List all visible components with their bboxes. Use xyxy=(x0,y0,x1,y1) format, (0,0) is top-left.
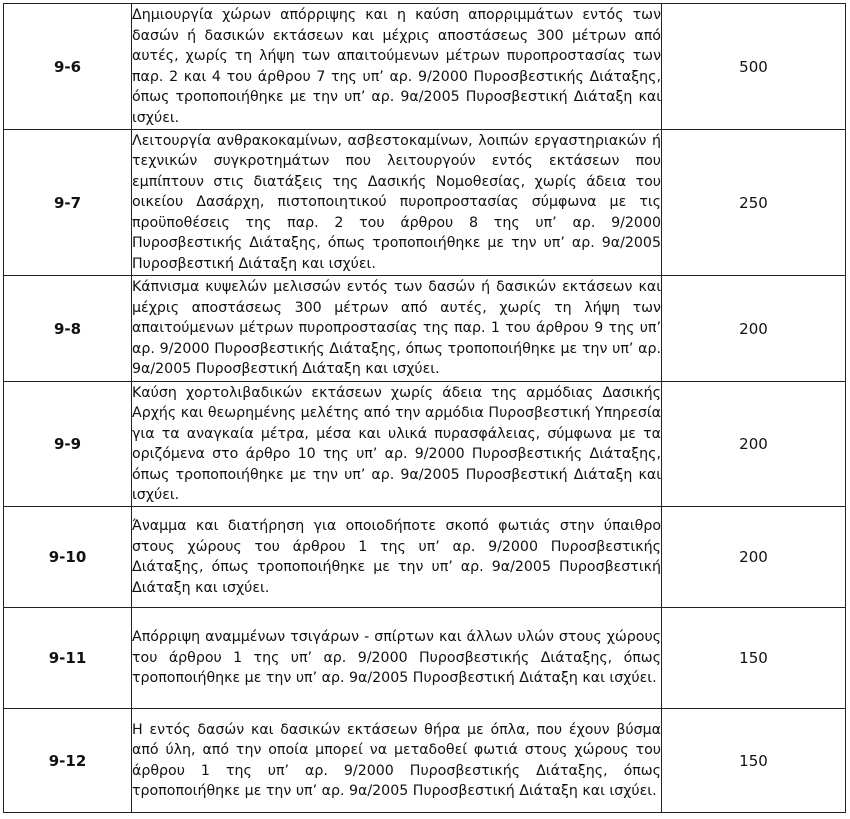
violation-description: Απόρριψη αναμμένων τσιγάρων - σπίρτων και άλλων υλών στους χώρους του άρθρου 1 της υπ’ αρ. 9/2000 Πυροσβεστικής Διάταξης, όπως τροποποιήθηκε με την υπ’ αρ. 9α/2005 Πυροσβεστική Διάταξη και ισχύει. xyxy=(132,608,662,709)
violation-code: 9-9 xyxy=(4,382,132,507)
table-row xyxy=(4,4,846,130)
table-row xyxy=(4,709,846,813)
fines-table xyxy=(3,3,846,813)
violation-description: Λειτουργία ανθρακοκαμίνων, ασβεστοκαμίνων, λοιπών εργαστηριακών ή τεχνικών συγκροτημάτων που λειτουργούν εντός εκτάσεων που εμπίπτουν στις διατάξεις της Δασικής Νομοθεσίας, χωρίς άδεια του οικείου Δασάρχη, πιστοποιητικού πυροπροστασίας σύμφωνα με τις προϋποθέσεις της παρ. 2 του άρθρου 8 της υπ’ αρ. 9/2000 Πυροσβεστικής Διάταξης, όπως τροποποιήθηκε με την υπ’ αρ. 9α/2005 Πυροσβεστική Διάταξη και ισχύει. xyxy=(132,130,662,276)
violation-description: Η εντός δασών και δασικών εκτάσεων θήρα με όπλα, που έχουν βύσμα από ύλη, από την οποία μπορεί να μεταδοθεί φωτιά στους χώρους του άρθρου 1 της υπ’ αρ. 9/2000 Πυροσβεστικής Διάταξης, όπως τροποποιήθηκε με την υπ’ αρ. 9α/2005 Πυροσβεστική Διάταξη και ισχύει. xyxy=(132,709,662,813)
violation-code: 9-12 xyxy=(4,709,132,813)
fine-amount: 150 xyxy=(662,608,846,709)
fine-amount: 150 xyxy=(662,709,846,813)
violation-description: Καύση χορτολιβαδικών εκτάσεων χωρίς άδεια της αρμόδιας Δασικής Αρχής και θεωρημένης μελέτης από την αρμόδια Πυροσβεστική Υπηρεσία για τα αναγκαία μέτρα, μέσα και υλικά πυρασφάλειας, σύμφωνα με τα οριζόμενα στο άρθρο 10 της υπ’ αρ. 9/2000 Πυροσβεστικής Διάταξης, όπως τροποποιήθηκε με την υπ’ αρ. 9α/2005 Πυροσβεστική Διάταξη και ισχύει. xyxy=(132,382,662,507)
table-row xyxy=(4,608,846,709)
violation-code: 9-6 xyxy=(4,4,132,130)
table-row xyxy=(4,507,846,608)
violation-description: Άναμμα και διατήρηση για οποιοδήποτε σκοπό φωτιάς στην ύπαιθρο στους χώρους του άρθρου 1 της υπ’ αρ. 9/2000 Πυροσβεστικής Διάταξης, όπως τροποποιήθηκε με την υπ’ αρ. 9α/2005 Πυροσβεστική Διάταξη και ισχύει. xyxy=(132,507,662,608)
violation-code: 9-10 xyxy=(4,507,132,608)
table-row xyxy=(4,130,846,276)
violation-description: Δημιουργία χώρων απόρριψης και η καύση απορριμμάτων εντός των δασών ή δασικών εκτάσεων και μέχρις αποστάσεως 300 μέτρων από αυτές, χωρίς τη λήψη των απαιτούμενων μέτρων πυροπροστασίας των παρ. 2 και 4 του άρθρου 7 της υπ’ αρ. 9/2000 Πυροσβεστικής Διάταξης, όπως τροποποιήθηκε με την υπ’ αρ. 9α/2005 Πυροσβεστική Διάταξη και ισχύει. xyxy=(132,4,662,130)
fine-amount: 250 xyxy=(662,130,846,276)
table-row xyxy=(4,276,846,382)
violation-description: Κάπνισμα κυψελών μελισσών εντός των δασών ή δασικών εκτάσεων και μέχρις αποστάσεως 300 μέτρων από αυτές, χωρίς τη λήψη των απαιτούμενων μέτρων πυροπροστασίας της παρ. 1 του άρθρου 9 της υπ’ αρ. 9/2000 Πυροσβεστικής Διάταξης, όπως τροποποιήθηκε με την υπ’ αρ. 9α/2005 Πυροσβεστική Διάταξη και ισχύει. xyxy=(132,276,662,382)
violation-code: 9-7 xyxy=(4,130,132,276)
fine-amount: 200 xyxy=(662,507,846,608)
fine-amount: 500 xyxy=(662,4,846,130)
fine-amount: 200 xyxy=(662,276,846,382)
fine-amount: 200 xyxy=(662,382,846,507)
violation-code: 9-11 xyxy=(4,608,132,709)
violation-code: 9-8 xyxy=(4,276,132,382)
table-row xyxy=(4,382,846,507)
